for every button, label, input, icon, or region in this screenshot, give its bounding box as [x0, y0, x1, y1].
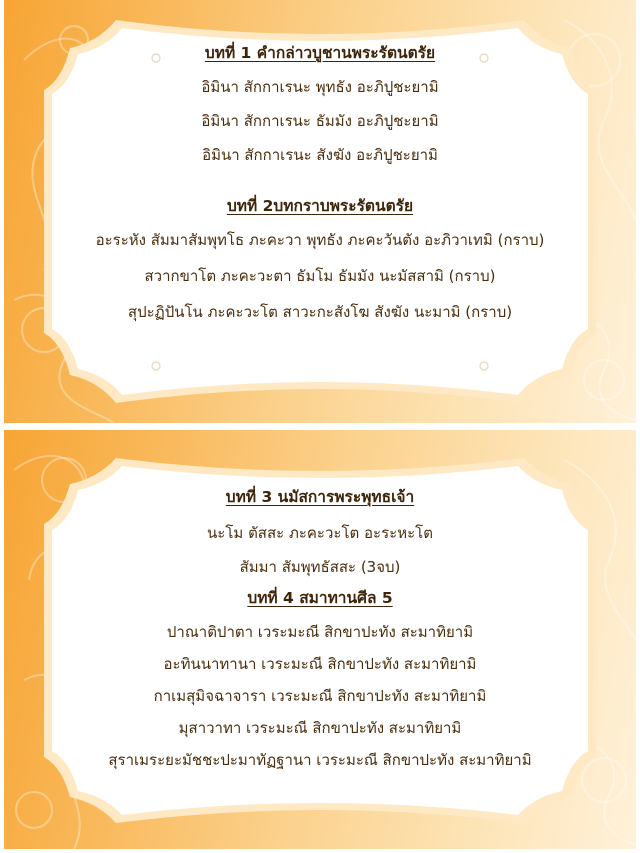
section-3-line: นะโม ตัสสะ ภะคะวะโต อะระหะโต — [207, 524, 433, 542]
section-4-line: ปาณาติปาตา เวระมะณี สิกขาปะทัง สะมาทิยามิ — [166, 623, 474, 641]
prayer-card-bottom — [4, 430, 636, 849]
section-2-heading: บทที่ 2บทกราบพระรัตนตรัย — [226, 197, 414, 215]
section-4-line: กาเมสุมิจฉาจารา เวระมะณี สิกขาปะทัง สะมาทิยามิ — [153, 687, 487, 705]
section-4-line: มุสาวาทา เวระมะณี สิกขาปะทัง สะมาทิยามิ — [178, 719, 462, 737]
section-3-line: สัมมา สัมพุทธัสสะ (3จบ) — [239, 558, 401, 576]
section-2-line: สวากขาโต ภะคะวะตา ธัมโม ธัมมัง นะมัสสามิ (กราบ) — [144, 267, 496, 285]
prayer-card-top — [4, 0, 636, 423]
section-1-line: อิมินา สักกาเรนะ พุทธัง อะภิปูชะยามิ — [201, 78, 439, 96]
section-2-line: สุปะฏิปันโน ภะคะวะโต สาวะกะสังโฆ สังฆัง นะมามิ (กราบ) — [127, 303, 513, 321]
section-4-line: สุราเมระยะมัชชะปะมาทัฏฐานา เวระมะณี สิกขาปะทัง สะมาทิยามิ — [108, 751, 532, 769]
section-1-line: อิมินา สักกาเรนะ ธัมมัง อะภิปูชะยามิ — [201, 112, 439, 130]
section-4-line: อะทินนาทานา เวระมะณี สิกขาปะทัง สะมาทิยามิ — [163, 655, 477, 673]
section-2-line: อะระหัง สัมมาสัมพุทโธ ภะคะวา พุทธัง ภะคะวันตัง อะภิวาเทมิ (กราบ) — [95, 231, 545, 249]
section-1-line: อิมินา สักกาเรนะ สังฆัง อะภิปูชะยามิ — [202, 146, 438, 164]
text-block-bottom — [64, 484, 576, 780]
section-4-heading: บทที่ 4 สมาทานศีล 5 — [247, 589, 393, 607]
text-block-top — [64, 40, 576, 336]
section-3-heading: บทที่ 3 นมัสการพระพุทธเจ้า — [225, 488, 415, 506]
section-1-heading: บทที่ 1 คำกล่าวบูชานพระรัตนตรัย — [204, 44, 436, 62]
